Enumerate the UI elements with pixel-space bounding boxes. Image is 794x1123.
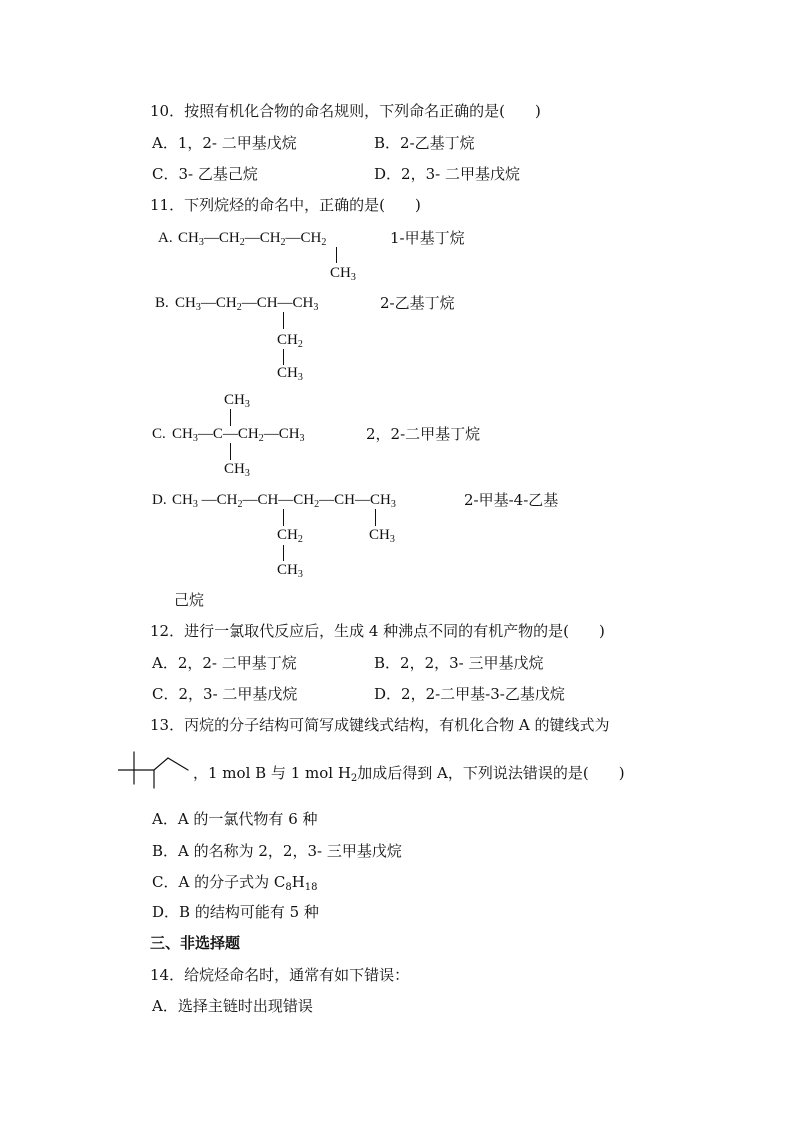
q11-a-formula-main: $CH_3—CH_2—CH_2—CH_2$ (178, 230, 327, 248)
q13-option-c: C．A 的分子式为 $C_8H_{18}$ (152, 873, 318, 893)
bond-up (154, 758, 168, 770)
q11-b-bond-2 (283, 349, 284, 365)
q11-b-formula-main: $CH_3—CH_2—CH—CH_3$ (175, 295, 319, 313)
q11-b-label: B. (155, 295, 169, 311)
q13-line2: ，1 mol B 与 1 mol $H_2$加成后得到 A，下列说法错误的是( ) (193, 764, 625, 784)
q11-c-formula-main: $CH_3—C—CH_2—CH_3$ (172, 426, 305, 444)
section-heading: 三、非选择题 (150, 934, 241, 952)
q13-option-d: D．B 的结构可能有 5 种 (152, 903, 319, 921)
q14-option-a: A．选择主链时出现错误 (152, 997, 313, 1015)
q11-b-branch-ch3: $CH_3$ (277, 365, 303, 383)
q11-a-bond (336, 247, 337, 263)
q12-option-c: C．2，3- 二甲基戊烷 (152, 685, 298, 703)
q10-option-b: B．2-乙基丁烷 (374, 134, 475, 152)
skeletal-formula-a (118, 748, 190, 794)
q13-stem: 13．丙烷的分子结构可简写成键线式结构，有机化合物 A 的键线式为 (150, 716, 610, 734)
q11-d-branch-ch2: $CH_2$ (277, 527, 303, 545)
q10-option-c: C．3- 乙基己烷 (152, 165, 258, 183)
q11-d-branch2-ch3: $CH_3$ (369, 527, 395, 545)
q11-a-name: 1-甲基丁烷 (390, 229, 465, 247)
q12-option-a: A．2，2- 二甲基丁烷 (152, 654, 297, 672)
q11-d-branch-ch3: $CH_3$ (277, 562, 303, 580)
q11-d-name: 2-甲基-4-乙基 (464, 491, 559, 509)
q12-option-d: D．2，2-二甲基-3-乙基戊烷 (374, 685, 565, 703)
q10-option-a: A．1，2- 二甲基戊烷 (152, 134, 297, 152)
q11-stem: 11．下列烷烃的命名中，正确的是( ) (150, 196, 421, 214)
q11-b-bond-1 (283, 312, 284, 329)
q11-d-bond-1 (283, 509, 284, 526)
q11-d-label: D. (152, 492, 167, 508)
q11-d-formula-main: $CH_3$ $—CH_2—CH—CH_2—CH—CH_3$ (172, 492, 396, 510)
q11-b-branch-ch2: $CH_2$ (277, 332, 303, 350)
bond-down (168, 758, 188, 770)
q11-c-bond-top (230, 409, 231, 426)
q13-option-b: B．A 的名称为 2，2，3- 三甲基戊烷 (152, 842, 402, 860)
q11-d-bond-2 (283, 545, 284, 561)
q11-a-label: A. (158, 230, 173, 246)
q11-b-name: 2-乙基丁烷 (380, 294, 455, 312)
q11-c-bond-bottom (230, 443, 231, 460)
q14-stem: 14．给烷烃命名时，通常有如下错误： (150, 966, 410, 984)
q11-c-top-ch3: $CH_3$ (224, 392, 250, 410)
q11-a-branch: $CH_3$ (330, 265, 356, 283)
q11-d-bond-3 (375, 509, 376, 526)
q12-option-b: B．2，2，3- 三甲基戊烷 (374, 654, 544, 672)
q13-option-a: A．A 的一氯代物有 6 种 (152, 810, 318, 828)
q10-stem: 10．按照有机化合物的命名规则，下列命名正确的是( ) (150, 102, 541, 120)
q12-stem: 12．进行一氯取代反应后，生成 4 种沸点不同的有机产物的是( ) (150, 622, 605, 640)
q11-c-bottom-ch3: $CH_3$ (224, 461, 250, 479)
q11-c-name: 2，2-二甲基丁烷 (366, 425, 481, 443)
q11-c-label: C. (152, 426, 166, 442)
q10-option-d: D．2，3- 二甲基戊烷 (374, 165, 520, 183)
q11-d-name-cont: 己烷 (174, 591, 205, 609)
